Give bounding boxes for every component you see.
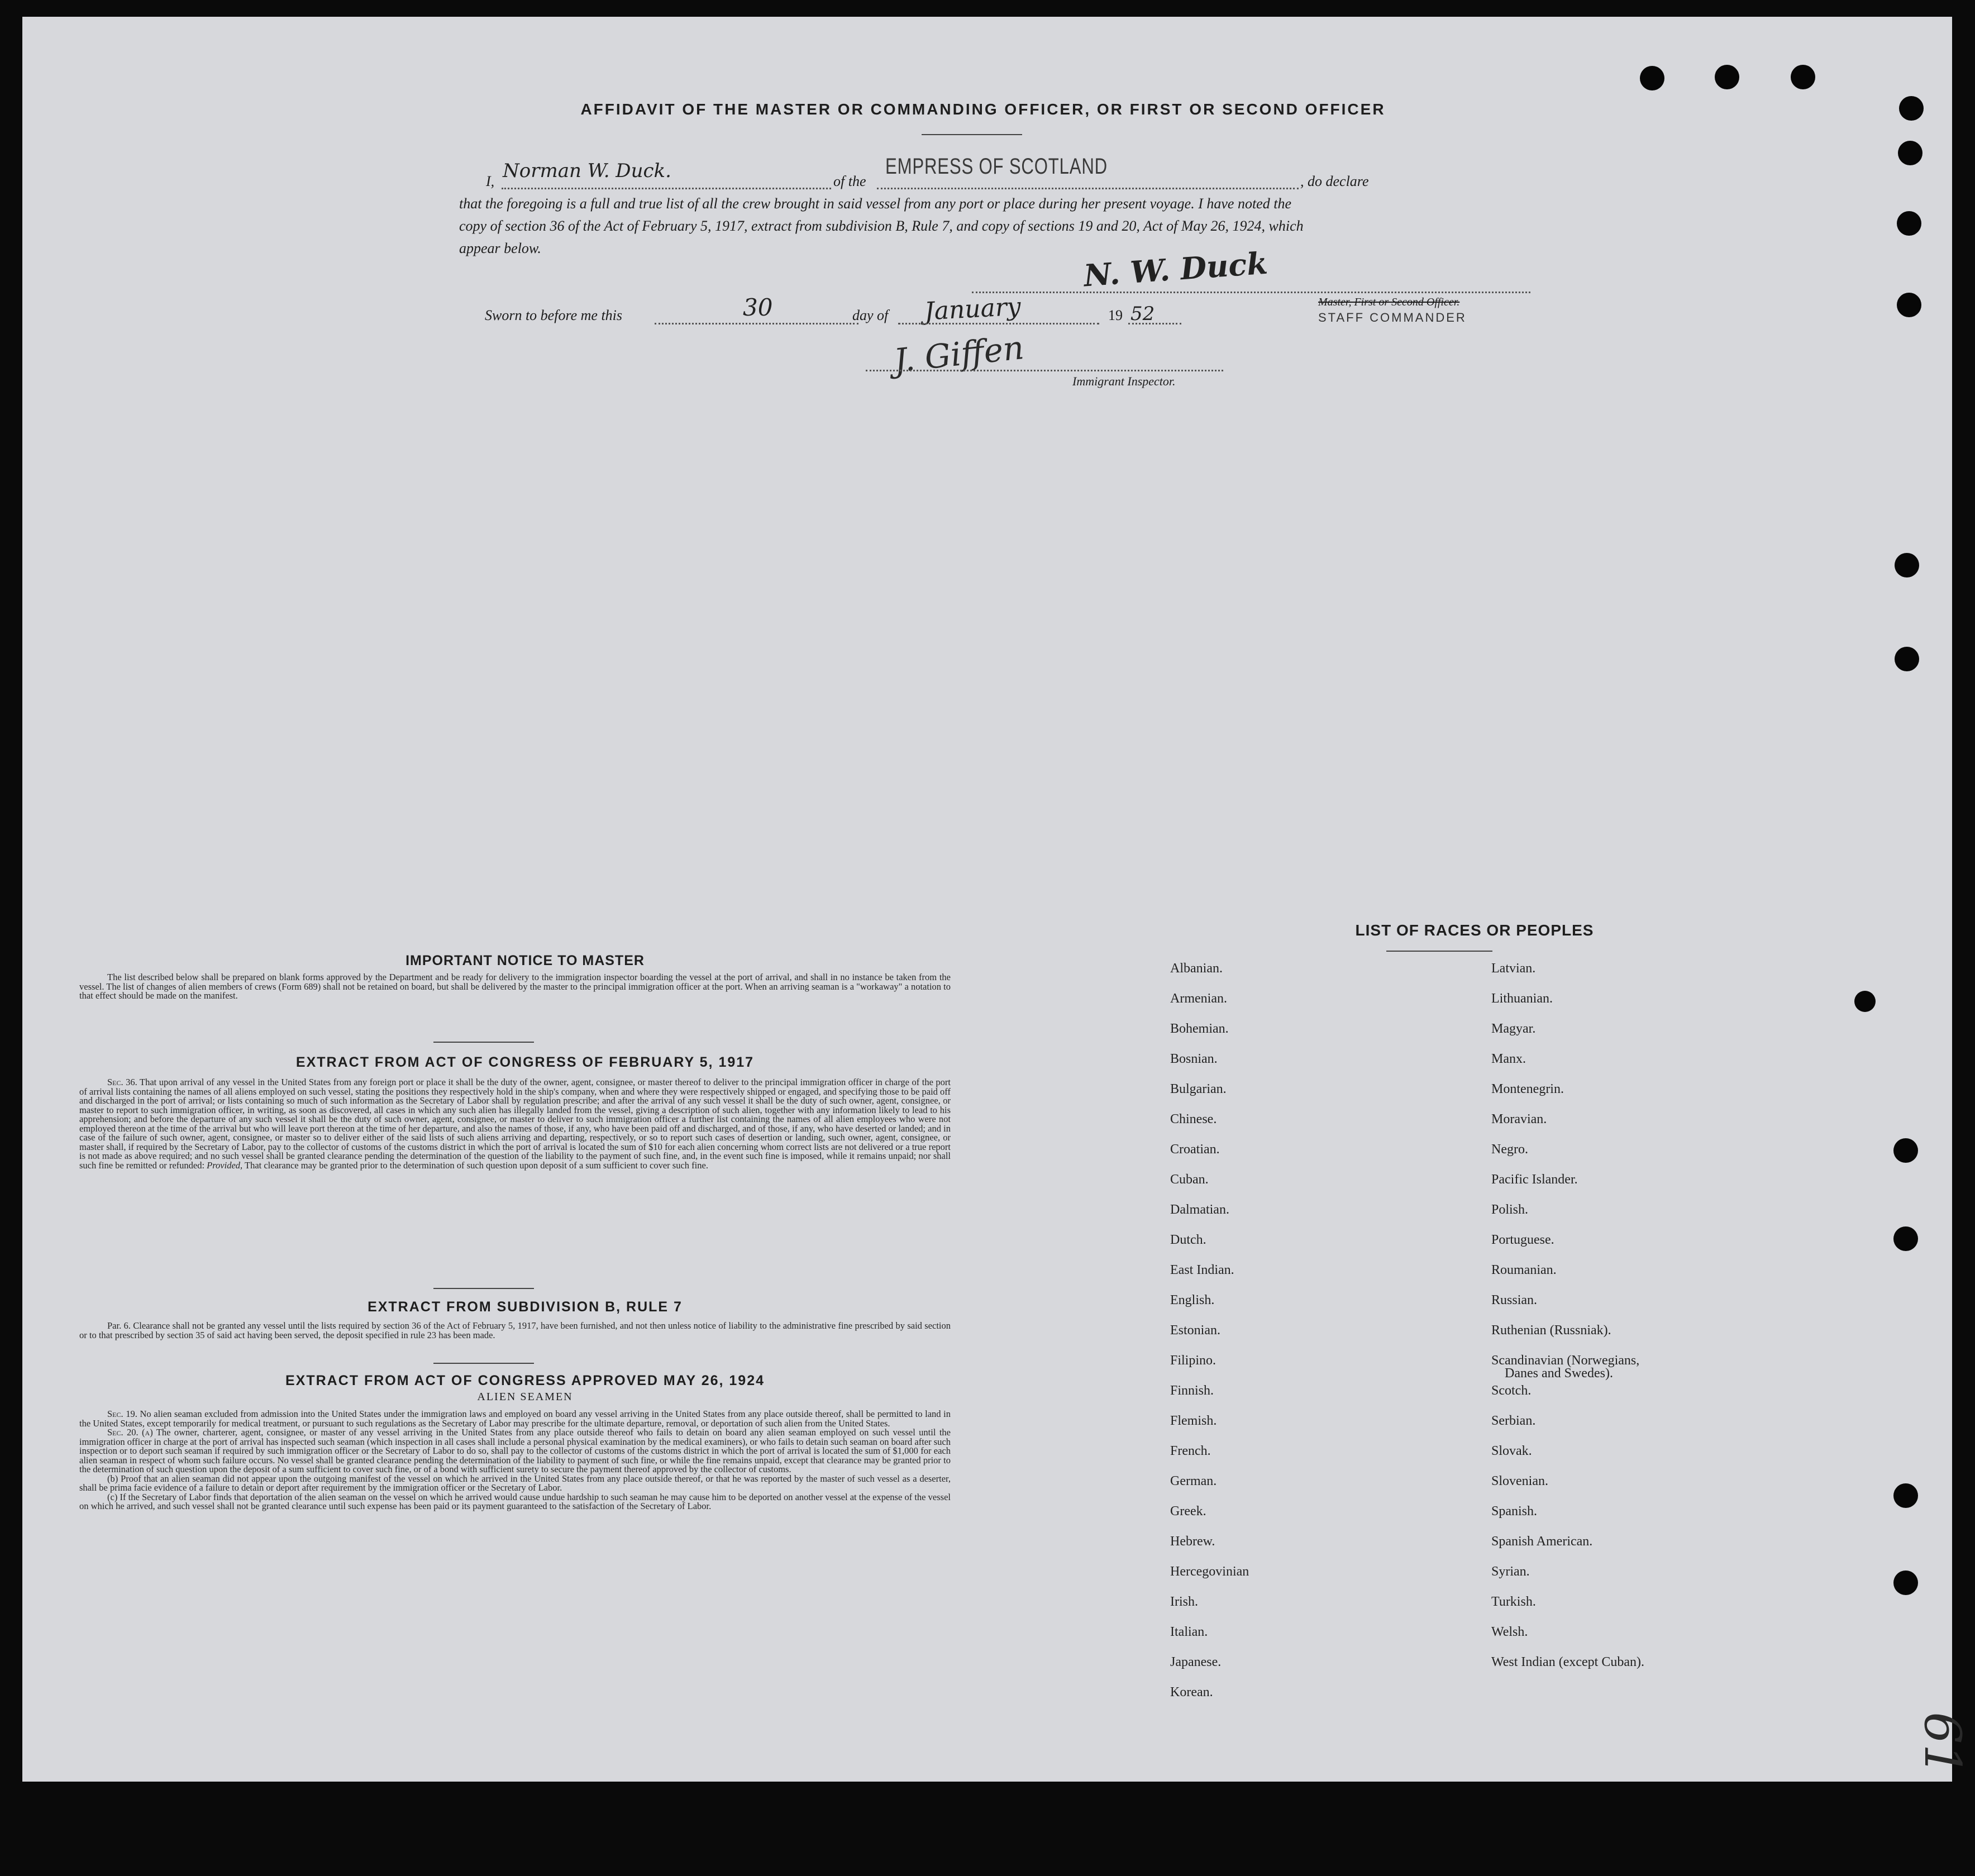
inspector-signature-line	[866, 370, 1223, 371]
section-19-body: No alien seaman excluded from admission into the United States under the immigration laws and employed on board any vessel arriving in the United States from any place outside thereof, shall be permitted to land in the United States, except temporarily for medical treatment, or pursuant to such regulations as the Secretary of Labor may prescribe for the ultimate departure, removal, or deportation of such alien from the United States.	[79, 1409, 951, 1429]
extract-rule7-rule	[433, 1363, 534, 1364]
race-item: Irish.	[1170, 1595, 1198, 1609]
declaration-line-2: copy of section 36 of the Act of February 5, 1917, extract from subdivision B, Rule 7, and copy of sections 19 and 20, Act of May 26, 1924, which	[459, 218, 1304, 234]
race-item: Scandinavian (Norwegians,	[1491, 1353, 1640, 1368]
officer-caption: Master, First or Second Officer.	[1318, 296, 1460, 308]
declaration-prefix: I,	[486, 173, 495, 189]
year-prefix: 19	[1108, 307, 1123, 323]
race-item: Greek.	[1170, 1504, 1206, 1519]
sworn-day-line	[655, 323, 858, 324]
declaration-line-3: appear below.	[459, 240, 541, 256]
race-item: English.	[1170, 1293, 1215, 1307]
declarant-name-line	[502, 188, 831, 189]
race-item: Hebrew.	[1170, 1534, 1215, 1549]
section-20b-text: (b) Proof that an alien seaman did not appear upon the outgoing manifest of the vessel on which he arrived in the United States from any place outside thereof, or that he was reported by the master of such vessel as a deserter, shall be prima facie evidence of a failure to detain or deport after requirement by the immigration officer or the Secretary of Labor.	[79, 1473, 951, 1493]
races-title-rule	[1386, 951, 1492, 952]
race-item: Slovenian.	[1491, 1474, 1548, 1488]
races-list-left	[1170, 961, 1461, 1715]
race-item: Polish.	[1491, 1202, 1529, 1217]
affidavit-title-rule	[922, 134, 1022, 135]
extract-1917-rule	[433, 1288, 534, 1289]
race-item: Lithuanian.	[1491, 991, 1553, 1006]
sworn-month-line	[898, 323, 1099, 324]
race-item: Latvian.	[1491, 961, 1536, 976]
proviso-text: That clearance may be granted prior to the determination of such question upon deposit of a sum sufficient to cover such fine.	[245, 1159, 708, 1171]
race-item: Filipino.	[1170, 1353, 1217, 1368]
declarant-name: Norman W. Duck.	[503, 160, 671, 182]
punch-hole	[1791, 65, 1815, 89]
section-20a-body: The owner, charterer, agent, consignee, or master of any vessel arriving in the United States from any place outside thereof who fails to detain on board any alien seaman employed on such vessel until the immigration officer in charge at the port of arrival has inspected such seaman (which inspection in all cases shall include a personal physical examination by the medical examiners), or who fails to detain such seaman on board after such inspection or to deport such seaman if required by such immigration officer or the Secretary of Labor to do so, shall pay to the collector of customs of the customs district in which the port of arrival is located the sum of $1,000 for each alien seaman in respect of whom such failure occurs. No vessel shall be granted clearance pending the determination of the liability to payment of such fine, or while the fine remains unpaid, except that clearance may be granted prior to the determination of such question upon the deposit of a sum sufficient to cover such fine, or of a bond with sufficient surety to secure the payment thereof approved by the collector of customs.	[79, 1427, 951, 1474]
extract-1917-title: EXTRACT FROM ACT OF CONGRESS OF FEBRUARY 5, 1917	[295, 1054, 755, 1070]
race-item: Bosnian.	[1170, 1052, 1218, 1066]
vessel-name-line	[877, 188, 1299, 189]
notice-block	[79, 973, 951, 1001]
proviso-label: Provided,	[207, 1159, 243, 1171]
sworn-day: 30	[743, 294, 773, 321]
punch-hole	[1893, 1483, 1918, 1508]
officer-rank: STAFF COMMANDER	[1318, 311, 1467, 324]
sworn-prefix: Sworn to before me this	[485, 307, 623, 323]
year-suffix: 52	[1130, 303, 1155, 325]
race-item: Negro.	[1491, 1142, 1528, 1157]
race-item: Bohemian.	[1170, 1021, 1229, 1036]
punch-hole	[1854, 991, 1876, 1012]
race-item: Welsh.	[1491, 1625, 1528, 1639]
notice-text: The list described below shall be prepared on blank forms approved by the Department and be ready for delivery to the immigration inspector boarding the vessel at the port of arrival, and shall in no instance be taken from the vessel. The list of changes of alien members of crews (Form 689) shall not be retained on board, but shall be delivered by the master to the principal immigration officer at the port. When an arriving seaman is a "workaway" a notation to that effect should be made on the manifest.	[79, 972, 951, 1001]
day-of-label: day of	[852, 307, 889, 323]
race-item: Dutch.	[1170, 1233, 1206, 1247]
do-declare-label: , do declare	[1300, 173, 1369, 189]
race-item: Finnish.	[1170, 1383, 1214, 1398]
margin-note: 61	[1912, 1712, 1972, 1776]
section-20a-text	[79, 1428, 951, 1474]
race-item: Syrian.	[1491, 1564, 1530, 1579]
extract-rule7-block	[79, 1321, 951, 1340]
extract-rule7-text: Par. 6. Clearance shall not be granted any vessel until the lists required by section 36 of the Act of February 5, 1917, have been furnished, and not then unless notice of liability to the administrative fine prescribed by said section or to that prescribed by section 35 of said act having been served, the deposit specified in rule 23 has been made.	[79, 1320, 951, 1340]
punch-hole	[1897, 293, 1921, 317]
race-item: Russian.	[1491, 1293, 1538, 1307]
section-36-label: Sec. 36.	[107, 1077, 137, 1087]
race-item: Estonian.	[1170, 1323, 1220, 1338]
race-item: Dalmatian.	[1170, 1202, 1229, 1217]
race-item: Japanese.	[1170, 1655, 1222, 1669]
extract-1924-subtitle: ALIEN SEAMEN	[477, 1391, 573, 1403]
race-item: Croatian.	[1170, 1142, 1220, 1157]
race-item: Cuban.	[1170, 1172, 1209, 1187]
race-item: Danes and Swedes).	[1505, 1366, 1613, 1381]
race-item: Scotch.	[1491, 1383, 1532, 1398]
race-item: German.	[1170, 1474, 1217, 1488]
race-item: Italian.	[1170, 1625, 1208, 1639]
races-title: LIST OF RACES OR PEOPLES	[1355, 922, 1594, 939]
race-item: Albanian.	[1170, 961, 1223, 976]
extract-1917-text	[79, 1078, 951, 1170]
race-item: Pacific Islander.	[1491, 1172, 1578, 1187]
vessel-name-stamp: EMPRESS OF SCOTLAND	[885, 154, 1108, 179]
race-item: Serbian.	[1491, 1414, 1536, 1428]
race-item: Montenegrin.	[1491, 1082, 1564, 1096]
race-item: West Indian (except Cuban).	[1491, 1655, 1644, 1669]
race-item: Korean.	[1170, 1685, 1213, 1700]
race-item: Magyar.	[1491, 1021, 1536, 1036]
race-item: Turkish.	[1491, 1595, 1536, 1609]
race-item: Spanish.	[1491, 1504, 1538, 1519]
of-the-label: of the	[833, 173, 866, 189]
section-19-text	[79, 1410, 951, 1428]
section-20-label: Sec. 20. (a)	[107, 1427, 153, 1438]
race-item: East Indian.	[1170, 1263, 1234, 1277]
punch-hole	[1895, 553, 1919, 577]
race-item: Portuguese.	[1491, 1233, 1554, 1247]
race-item: Slovak.	[1491, 1444, 1532, 1458]
inspector-caption: Immigrant Inspector.	[1072, 374, 1176, 388]
race-item: Manx.	[1491, 1052, 1526, 1066]
affidavit-title: AFFIDAVIT OF THE MASTER OR COMMANDING OFFICER, OR FIRST OR SECOND OFFICER	[580, 101, 1386, 118]
race-item: Ruthenian (Russniak).	[1491, 1323, 1611, 1338]
master-signature: N. W. Duck	[1082, 245, 1269, 294]
race-item: Spanish American.	[1491, 1534, 1593, 1549]
section-20c-text: (c) If the Secretary of Labor finds that deportation of the alien seaman on the vessel on which he arrived would cause undue hardship to such seaman he may cause him to be deported on another vessel at the expense of the vessel on which he arrived, and such vessel shall not be granted clearance until such expense has been paid or its payment guaranteed to the satisfaction of the Secretary of Labor.	[79, 1491, 951, 1511]
punch-hole	[1895, 647, 1919, 671]
punch-hole	[1640, 66, 1664, 90]
notice-rule	[433, 1042, 534, 1043]
declaration-line-1: that the foregoing is a full and true list of all the crew brought in said vessel from any port or place during her present voyage. I have noted the	[459, 195, 1291, 212]
extract-1924-title: EXTRACT FROM ACT OF CONGRESS APPROVED MAY 26, 1924	[285, 1373, 765, 1388]
sworn-month: January	[923, 292, 1022, 326]
affidavit-declaration	[436, 151, 1547, 274]
race-item: Moravian.	[1491, 1112, 1547, 1126]
punch-hole	[1898, 141, 1922, 165]
race-item: Hercegovinian	[1170, 1564, 1249, 1579]
extract-1917-block	[79, 1078, 951, 1170]
race-item: Chinese.	[1170, 1112, 1217, 1126]
year-line	[1128, 323, 1181, 324]
document-sheet	[22, 17, 1972, 1782]
race-item: French.	[1170, 1444, 1211, 1458]
master-signature-line	[972, 292, 1530, 293]
extract-rule7-title: EXTRACT FROM SUBDIVISION B, RULE 7	[368, 1299, 683, 1315]
punch-hole	[1893, 1571, 1918, 1595]
extract-1924-block	[79, 1410, 951, 1511]
race-item: Flemish.	[1170, 1414, 1217, 1428]
punch-hole	[1899, 96, 1924, 121]
notice-title: IMPORTANT NOTICE TO MASTER	[406, 953, 645, 968]
section-19-label: Sec. 19.	[107, 1409, 137, 1419]
punch-hole	[1893, 1226, 1918, 1251]
races-list-right	[1491, 961, 1782, 1684]
inspector-signature: J. Giffen	[892, 328, 1026, 380]
race-item: Roumanian.	[1491, 1263, 1557, 1277]
punch-hole	[1715, 65, 1739, 89]
section-36-text: That upon arrival of any vessel in the United States from any foreign port or place it shall be the duty of the owner, agent, consignee, or master thereof to deliver to the principal immigration officer in charge of the port of arrival lists containing the names of all aliens employed on such vessel, stating the positions they respectively hold in the ship's company, when and where they were respectively shipped or engaged, and specifying those to be paid off and discharged in the port of arrival; or lists containing so much of such information as the Secretary of Labor shall by regulation prescribe; and after the arrival of any such vessel it shall be the duty of such owner, agent, consignee, or master to report to such immigration officer, in writing, as soon as discovered, all cases in which any such alien has illegally landed from the vessel, giving a description of such alien, together with any information likely to lead to his apprehension; and before the departure of any such vessel it shall be the duty of such owner, agent, consignee, or master to deliver to such immigration officer a further list containing the names of all alien employees who were not employed thereon at the time of the arrival but who will leave port thereon at the time of her departure, and also the names of those, if any, who have been paid off and discharged, and of those, if any, who have deserted or landed; and in case of the failure of such owner, agent, consignee, or master so to deliver either of the said lists of such aliens arriving and departing, respectively, or so to report such cases of desertion or landing, such owner, agent, consignee, or master shall, if required by the Secretary of Labor, pay to the collector of customs of the customs district in which the port of arrival is located the sum of $10 for each alien concerning whom correct lists are not delivered or a true report is not made as above required; and no such vessel shall be granted clearance pending the determination of the question of the liability to the payment of such fine, and, in the event such fine is imposed, while it remains unpaid; nor shall such fine be remitted or refunded:	[79, 1077, 951, 1171]
race-item: Armenian.	[1170, 991, 1227, 1006]
punch-hole	[1897, 211, 1921, 236]
race-item: Bulgarian.	[1170, 1082, 1227, 1096]
punch-hole	[1893, 1138, 1918, 1163]
